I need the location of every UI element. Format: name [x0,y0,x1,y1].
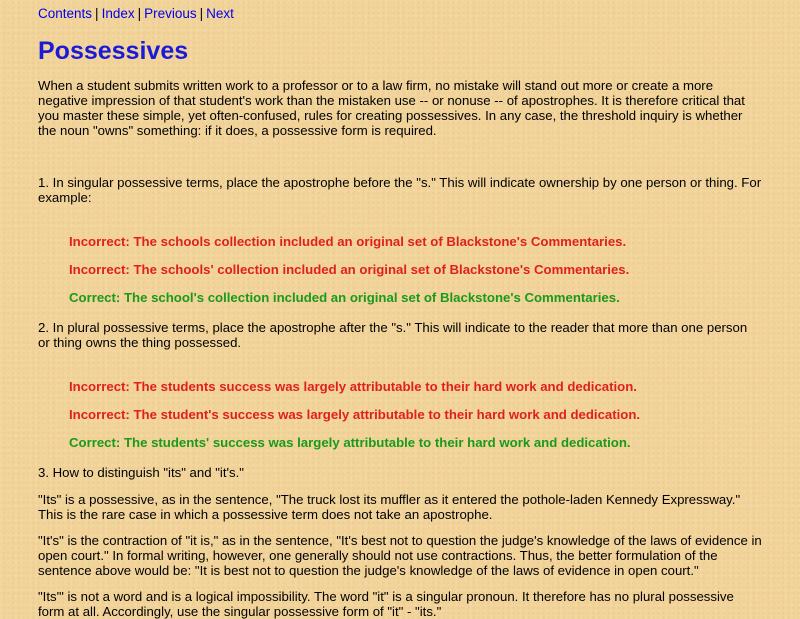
example-label: Incorrect: [69,379,130,394]
example-text: The students' success was largely attributable to their hard work and dedication. [123,435,631,450]
example-label: Correct: [69,290,121,305]
index-link[interactable]: Index [101,6,135,21]
nav-separator: | [137,6,142,21]
example-correct [69,435,762,450]
previous-link[interactable]: Previous [144,6,197,21]
page-title: Possessives [38,37,189,65]
example-text: The schools collection included an original set of Blackstone's Commentaries. [133,234,627,249]
example-text: The schools' collection included an original set of Blackstone's Commentaries. [133,262,630,277]
next-link[interactable]: Next [206,6,234,21]
example-text: The student's success was largely attributable to their hard work and dedication. [133,407,641,422]
its-contraction-paragraph: "It's" is the contraction of "it is," as in the sentence, "It's best not to question the judge's knowledge of the laws of evidence in open court." In formal writing, however, one generally should not use contractions. Thus, the better formulation of the sentence above would be: "It is best not to question the judge's knowledge of the laws of evidence in open court." [38,533,762,578]
example-incorrect [69,262,762,277]
intro-paragraph: When a student submits written work to a professor or to a law firm, no mistake will stand out more or create a more negative impression of that student's work than the mistaken use -- or nonuse -- of apostrophes. It is therefore critical that you master these simple, yet often-confused, rules for creating possessives. In any case, the threshold inquiry is whether the noun "owns" something: if it does, a possessive form is required. [38,78,745,138]
nav-separator: | [95,6,99,21]
contents-link[interactable]: Contents [38,6,93,21]
nav-separator: | [199,6,204,21]
example-incorrect [69,234,762,249]
rule-2: 2. In plural possessive terms, place the apostrophe after the "s." This will indicate to the reader that more than one person or thing owns the thing possessed. [38,320,748,350]
rule-3: 3. How to distinguish "its" and "it's." [38,465,244,480]
rule-1: 1. In singular possessive terms, place the apostrophe before the "s." This will indicate ownership by one person or thing. For example: [38,175,762,205]
example-label: Incorrect: [69,407,130,422]
example-label: Correct: [69,435,121,450]
top-navigation [38,6,762,22]
example-label: Incorrect: [69,234,130,249]
example-incorrect [69,407,762,422]
example-correct [69,290,762,305]
its-possessive-paragraph: "Its" is a possessive, as in the sentence, "The truck lost its muffler as it entered the pothole-laden Kennedy Expressway." This is the rare case in which a possessive term does not take an apostrophe. [38,492,741,522]
example-text: The students success was largely attributable to their hard work and dedication. [133,379,637,394]
example-label: Incorrect: [69,262,130,277]
its-apostrophe-paragraph: "Its'" is not a word and is a logical impossibility. The word "it" is a singular pronoun. It therefore has no plural possessive form at all. Accordingly, use the singular possessive form of "it" - "its." [38,589,734,619]
example-incorrect [69,379,762,394]
example-text: The school's collection included an original set of Blackstone's Commentaries. [123,290,620,305]
